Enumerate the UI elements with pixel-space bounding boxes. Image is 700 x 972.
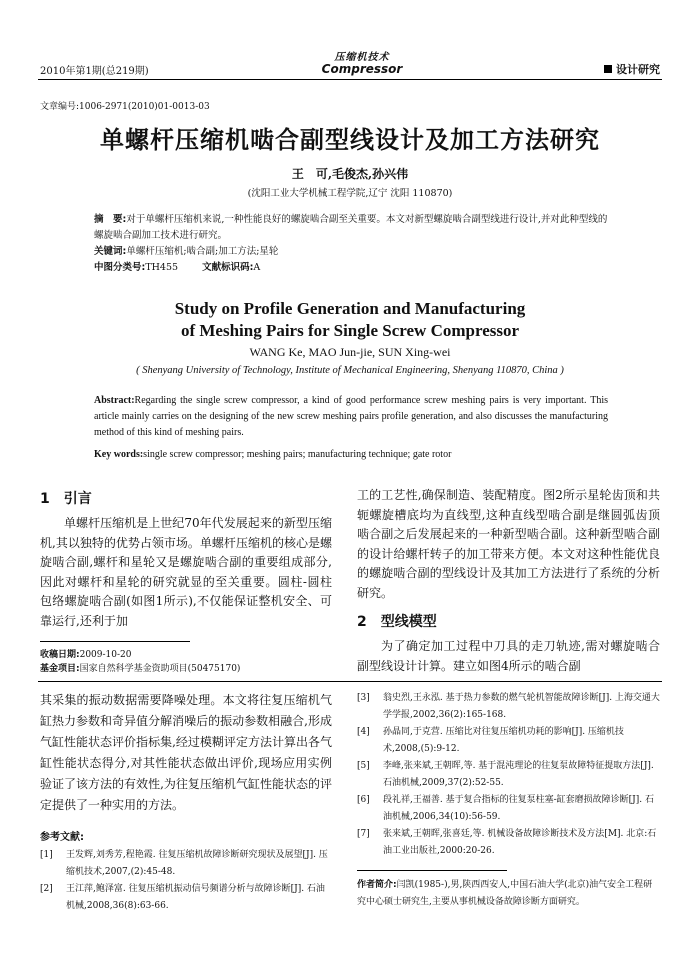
- section-tag: [604, 61, 660, 77]
- keywords-cn-label: 关键词:: [94, 246, 127, 257]
- references-heading: 参考文献:: [40, 832, 84, 843]
- section1-heading: 1 引言: [40, 491, 92, 507]
- fund-info: [40, 662, 332, 676]
- doc-code-label: 文献标识码:: [202, 262, 254, 273]
- abstract-cn: [94, 212, 614, 276]
- reference-item: [40, 881, 332, 915]
- article-separator: [38, 681, 662, 682]
- logo-cn: 压缩机技术: [334, 52, 390, 63]
- reference-text: 王发辉,刘秀芳,程艳霞. 往复压缩机故障诊断研究现状及展望[J]. 压缩机技术,2007,(2):45-48.: [66, 850, 328, 877]
- logo-en: Compressor: [321, 62, 403, 76]
- keywords-cn-text: 单螺杆压缩机;啮合副;加工方法;星轮: [126, 246, 279, 257]
- section-label: 设计研究: [616, 63, 660, 76]
- affiliation-en: ( Shenyang University of Technology, Institute of Mechanical Engineering, Shenyang 110870, China ): [136, 365, 564, 376]
- references-left: [40, 847, 332, 915]
- received-value: 2009-10-20: [79, 650, 132, 660]
- right-column-paragraph: 工的工艺性,确保制造、装配精度。图2所示星轮齿顶和共轭螺旋槽底均为直线型,这种直线型啮合副是继圆弧齿顶啮合副之后发展起来的一种新型啮合副。这种新型啮合副的设计给螺杆转子的加工带来方便。本文对这种性能优良的螺旋啮合副的型线设计及其加工方法进行了系统的分析研究。: [357, 488, 660, 600]
- references-right: [357, 690, 660, 860]
- conclusion-paragraph: 其采集的振动数据需要降噪处理。本文将往复压缩机气缸热力参数和奇异值分解消噪后的振动参数相融合,形成气缸性能状态评价指标集,经过模糊评定方法计算出各气缸性能状态得分,对其性能状态做出评价,现场应用实例验证了该方法的有效性,为往复压缩机气缸性能状态的评定提供了一种实用的方法。: [40, 693, 332, 812]
- reference-item: [40, 847, 332, 881]
- header-rule: [38, 79, 662, 80]
- abstract-en-label: Abstract:: [94, 395, 135, 406]
- author-bio-label: 作者简介:: [357, 880, 397, 890]
- square-icon: [604, 65, 612, 73]
- right-column-lower: [357, 690, 660, 911]
- reference-text: 张来斌,王朝晖,张喜廷,等. 机械设备故障诊断技术及方法[M]. 北京:石油工业出版社,2000:20-26.: [383, 829, 657, 856]
- left-column-lower: [40, 690, 332, 915]
- left-column-upper: [40, 488, 332, 676]
- keywords-en-label: Key words:: [94, 449, 144, 460]
- reference-item: [357, 826, 660, 860]
- reference-item: [357, 690, 660, 724]
- reference-number: [4]: [357, 727, 370, 737]
- fund-label: 基金项目:: [40, 664, 80, 674]
- reference-number: [7]: [357, 829, 370, 839]
- journal-issue: 2010年第1期(总219期): [40, 66, 149, 77]
- reference-text: 翁史烈,王永泓. 基于热力参数的燃气轮机智能故障诊断[J]. 上海交通大学学报,2002,36(2):165-168.: [383, 693, 660, 720]
- reference-number: [3]: [357, 693, 370, 703]
- article-number: 文章编号:1006-2971(2010)01-0013-03: [40, 102, 210, 112]
- reference-text: 李峰,张来斌,王朝晖,等. 基于混沌理论的往复泵故障特征提取方法[J]. 石油机械,2009,37(2):52-55.: [383, 761, 654, 788]
- fund-value: 国家自然科学基金资助项目(50475170): [79, 664, 241, 674]
- doc-code-value: A: [253, 262, 261, 273]
- abstract-en: [94, 393, 608, 441]
- received-date: [40, 648, 332, 662]
- title-en: [40, 298, 660, 342]
- clc-label: 中图分类号:: [94, 262, 146, 273]
- reference-number: [5]: [357, 761, 370, 771]
- keywords-cn: [94, 244, 614, 260]
- reference-text: 段礼祥,王福善. 基于复合指标的往复泵柱塞-缸套磨损故障诊断[J]. 石油机械,2006,34(10):56-59.: [383, 795, 654, 822]
- reference-number: [2]: [40, 884, 53, 894]
- authors-cn: 王 可,毛俊杰,孙兴伟: [291, 167, 409, 181]
- affiliation-cn: (沈阳工业大学机械工程学院,辽宁 沈阳 110870): [247, 188, 453, 199]
- authors-en: WANG Ke, MAO Jun-jie, SUN Xing-wei: [249, 345, 451, 359]
- author-bio-text: 闫凯(1985-),男,陕西西安人,中国石油大学(北京)油气安全工程研究中心硕士研究生,主要从事机械设备故障诊断方面研究。: [357, 880, 653, 907]
- right-column-upper: [357, 486, 660, 676]
- keywords-en-text: single screw compressor; meshing pairs; manufacturing technique; gate rotor: [143, 449, 452, 460]
- reference-number: [6]: [357, 795, 370, 805]
- abstract-cn-label: 摘 要:: [94, 214, 127, 225]
- bio-rule: [357, 870, 507, 871]
- reference-text: 孙晶同,于克营. 压缩比对往复压缩机功耗的影响[J]. 压缩机技术,2008,(5):9-12.: [383, 727, 624, 754]
- section1-paragraph: 单螺杆压缩机是上世纪70年代发展起来的新型压缩机,其以独特的优势占领市场。单螺杆压缩机的核心是螺旋啮合副,螺杆和星轮又是螺旋啮合副的重要组成部分,因此对螺杆和星轮的研究就显的至关重要。圆柱-圆柱包络螺旋啮合副(如图1所示),不仅能保证整机安全、可靠运行,还利于加: [40, 516, 332, 628]
- keywords-en: [94, 449, 608, 460]
- reference-number: [1]: [40, 850, 53, 860]
- reference-item: [357, 724, 660, 758]
- received-label: 收稿日期:: [40, 650, 80, 660]
- clc-value: TH455: [145, 262, 179, 273]
- section2-heading: 2 型线模型: [357, 614, 437, 630]
- abstract-en-text: Regarding the single screw compressor, a kind of good performance screw meshing pairs is very important. This article mainly carries on the designing of the new screw meshing pairs profile generation, and also discusses the manufacturing method of this kind of meshing pairs.: [94, 395, 608, 438]
- author-bio: [357, 877, 660, 911]
- journal-logo: [306, 48, 418, 74]
- footnote: [40, 648, 332, 676]
- reference-item: [357, 792, 660, 826]
- section2-paragraph: 为了确定加工过程中刀具的走刀轨迹,需对螺旋啮合副型线设计计算。建立如图4所示的啮合副: [357, 639, 660, 673]
- reference-item: [357, 758, 660, 792]
- classification-cn: [94, 260, 614, 276]
- title-en-line2: of Meshing Pairs for Single Screw Compressor: [180, 321, 520, 340]
- footnote-rule: [40, 641, 190, 642]
- abstract-cn-body: [94, 212, 614, 244]
- abstract-cn-text: 对于单螺杆压缩机来说,一种性能良好的螺旋啮合副至关重要。本文对新型螺旋啮合副型线进行设计,并对此种型线的螺旋啮合副加工技术进行研究。: [94, 214, 608, 241]
- title-cn: 单螺杆压缩机啮合副型线设计及加工方法研究: [100, 126, 600, 154]
- reference-text: 王江萍,鲍泽富. 往复压缩机振动信号频谱分析与故障诊断[J]. 石油机械,2008,36(8):63-66.: [66, 884, 325, 911]
- title-en-line1: Study on Profile Generation and Manufacturing: [174, 299, 526, 318]
